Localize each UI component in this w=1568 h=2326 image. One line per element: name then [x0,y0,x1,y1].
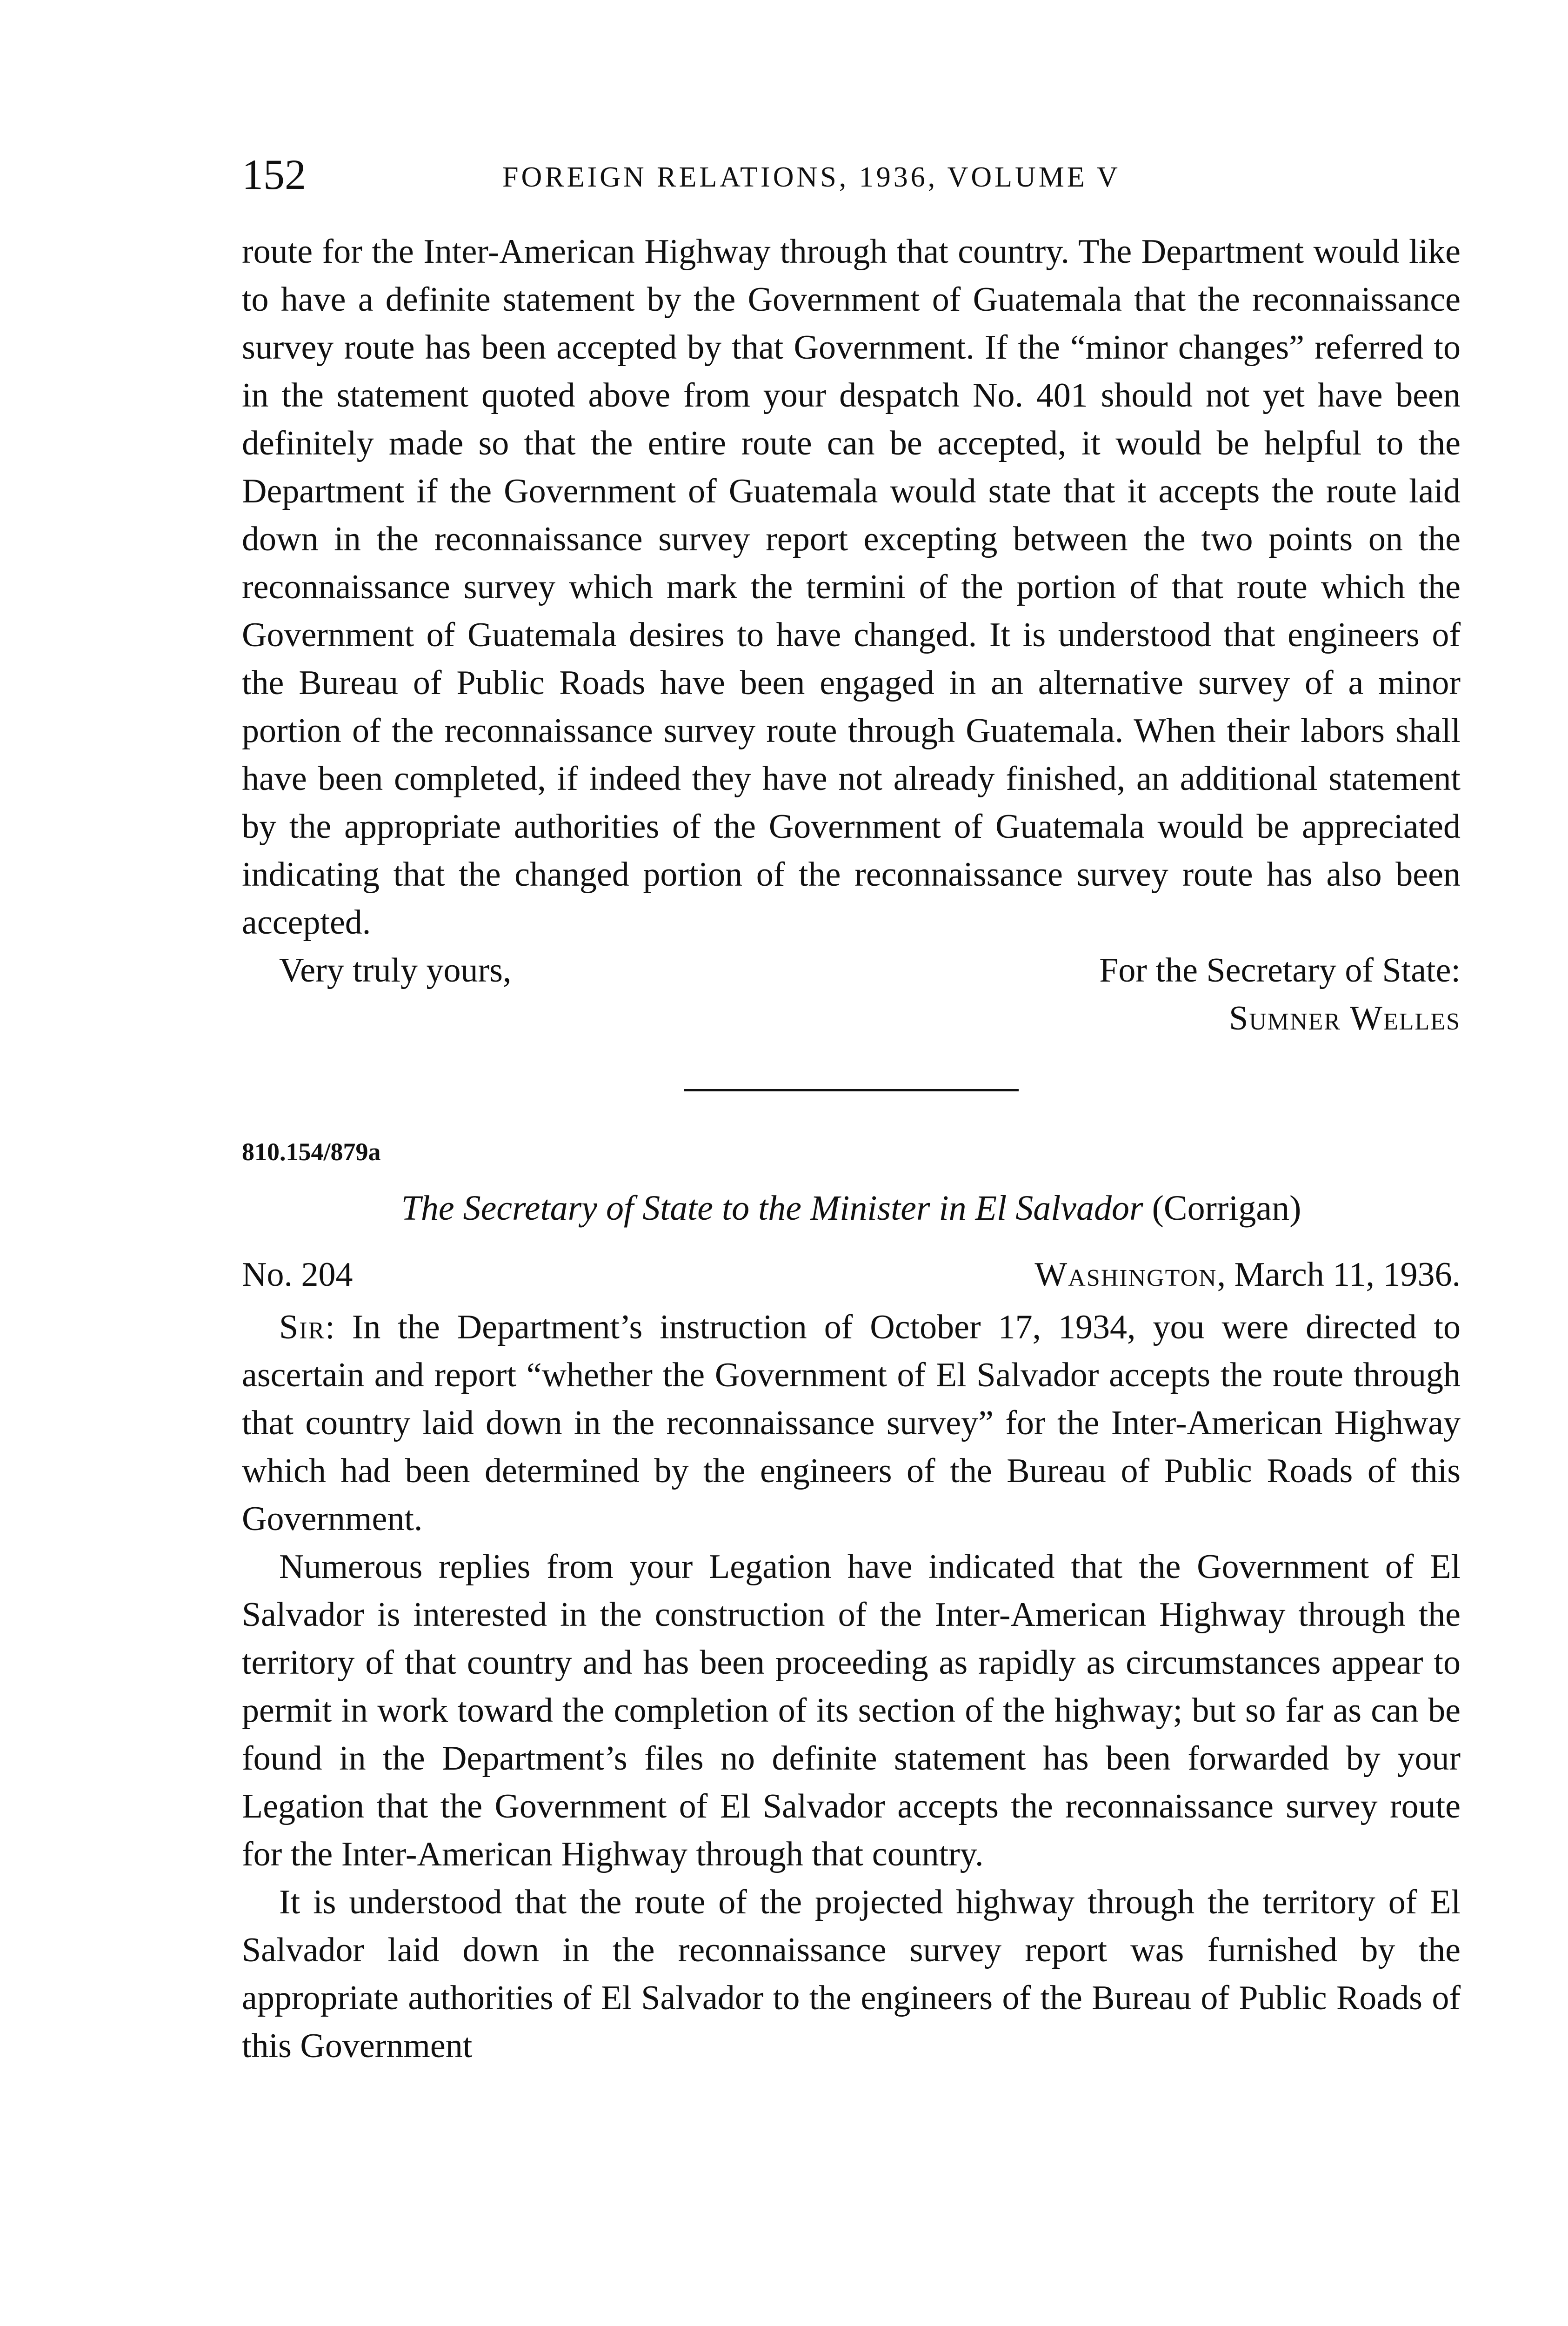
date: , March 11, 1936. [1217,1256,1461,1294]
letter2-paragraph-2: Numerous replies from your Legation have indicated that the Government of El Salvador is interested in the construction of the Inter-American Highway through the territory of that country and has been proceeding as rapidly as circumstances appear to permit in work toward the completion of its section of the highway; but so far as can be found in the Department’s files no definite statement has been forwarded by your Legation that the Government of El Salvador accepts the reconnaissance survey route for the Inter-American Highway through that country. [242,1548,1461,1873]
place-date [1034,1251,1461,1299]
letter2-paragraph-1 [242,1303,1461,1543]
letter1-paragraph: route for the Inter-American Highway through that country. The Department would like to have a definite statement by the Government of Guatemala that the reconnaissance survey route has been accepted by that Government. If the “minor changes” referred to in the statement quoted above from your despatch No. 401 should not yet have been definitely made so that the entire route can be accepted, it would be helpful to the Department if the Government of Guatemala would state that it accepts the route laid down in the reconnaissance survey report excepting between the two points on the reconnaissance survey which mark the termini of the portion of that route which the Government of Guatemala desires to have changed. It is understood that engineers of the Bureau of Public Roads have been engaged in an alternative survey of a minor portion of the reconnaissance survey route through Guatemala. When their labors shall have been completed, if indeed they have not already finished, an additional statement by the appropriate authorities of the Government of Guatemala would be appreciated indicating that the changed portion of the reconnaissance survey route has also been accepted. [242,233,1461,942]
signature: Sumner Welles [1229,999,1461,1037]
letter1-closing-line [242,947,1461,995]
document-title [242,1184,1461,1232]
document-title-recipient: (Corrigan) [1152,1189,1301,1228]
signer-line: For the Secretary of State: [1099,951,1461,989]
running-header [242,149,1461,209]
dateline [242,1251,1461,1299]
document-page [242,149,1461,2070]
complimentary-close: Very truly yours, [279,951,512,989]
page-number: 152 [242,151,306,198]
running-title: FOREIGN RELATIONS, 1936, VOLUME V [502,161,1121,193]
paragraph-text: : In the Department’s instruction of October 17, 1934, you were directed to ascertain and report “whether the Government of El Salvador accepts the route through that country laid down in the reconnaissance survey” for the Inter-American Highway which had been determined by the engineers of the Bureau of Public Roads of this Government. [242,1308,1461,1538]
section-divider [684,1089,1019,1091]
instruction-number: No. 204 [242,1256,353,1294]
salutation: Sir [279,1308,326,1346]
document-title-main: The Secretary of State to the Minister in El Salvador [401,1189,1152,1228]
file-number: 810.154/879a [242,1138,381,1166]
place: Washington [1034,1256,1217,1294]
letter2-paragraph-3: It is understood that the route of the projected highway through the territory of El Salvador laid down in the reconnaissance survey report was furnished by the appropriate authorities of El Salvador to the engineers of the Bureau of Public Roads of this Government [242,1883,1461,2065]
